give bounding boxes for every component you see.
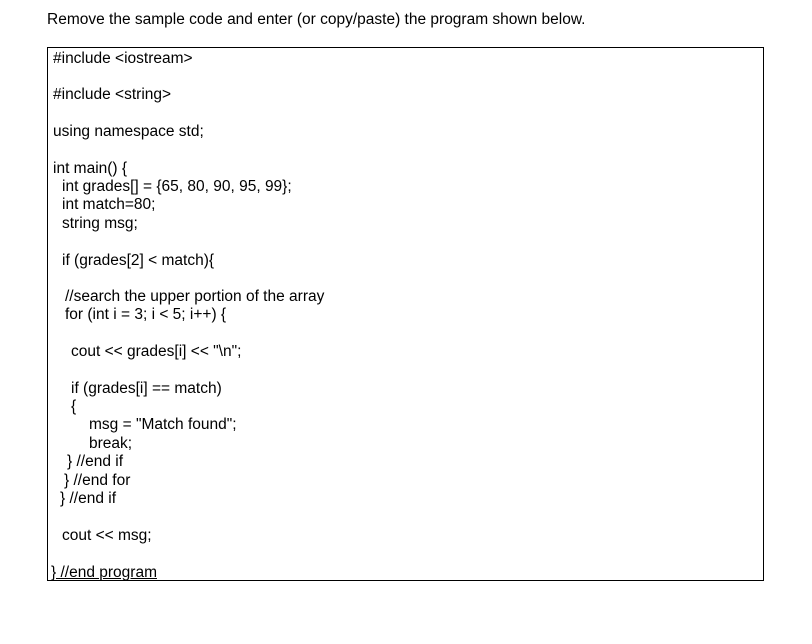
code-line-end-for: } //end for xyxy=(64,472,131,489)
code-line-end-if-inner: } //end if xyxy=(67,453,124,470)
code-line-msg-assign: msg = "Match found"; xyxy=(89,416,237,433)
code-line-end-if-outer: } //end if xyxy=(60,490,117,507)
instruction-text: Remove the sample code and enter (or copy/paste) the program shown below. xyxy=(47,11,586,28)
code-line-cout-msg: cout << msg; xyxy=(62,527,152,544)
code-line-match-decl: int match=80; xyxy=(62,196,156,213)
code-line-open-brace: { xyxy=(71,398,77,415)
code-line-using-namespace: using namespace std; xyxy=(53,123,204,140)
code-line-main-signature: int main() { xyxy=(53,160,128,177)
code-line-include-iostream: #include <iostream> xyxy=(53,50,193,67)
code-line-msg-decl: string msg; xyxy=(62,215,138,232)
code-line-cout-grades: cout << grades[i] << "\n"; xyxy=(71,343,242,360)
code-line-break: break; xyxy=(89,435,133,452)
code-line-comment-search: //search the upper portion of the array xyxy=(65,288,325,305)
code-line-grades-decl: int grades[] = {65, 80, 90, 95, 99}; xyxy=(62,178,292,195)
code-line-end-program: } //end program xyxy=(51,564,157,581)
code-line-if-match: if (grades[i] == match) xyxy=(71,380,222,397)
code-listing-box xyxy=(47,47,764,581)
code-line-if-grades: if (grades[2] < match){ xyxy=(62,252,215,269)
code-line-for-loop: for (int i = 3; i < 5; i++) { xyxy=(65,306,227,323)
code-line-include-string: #include <string> xyxy=(53,86,172,103)
